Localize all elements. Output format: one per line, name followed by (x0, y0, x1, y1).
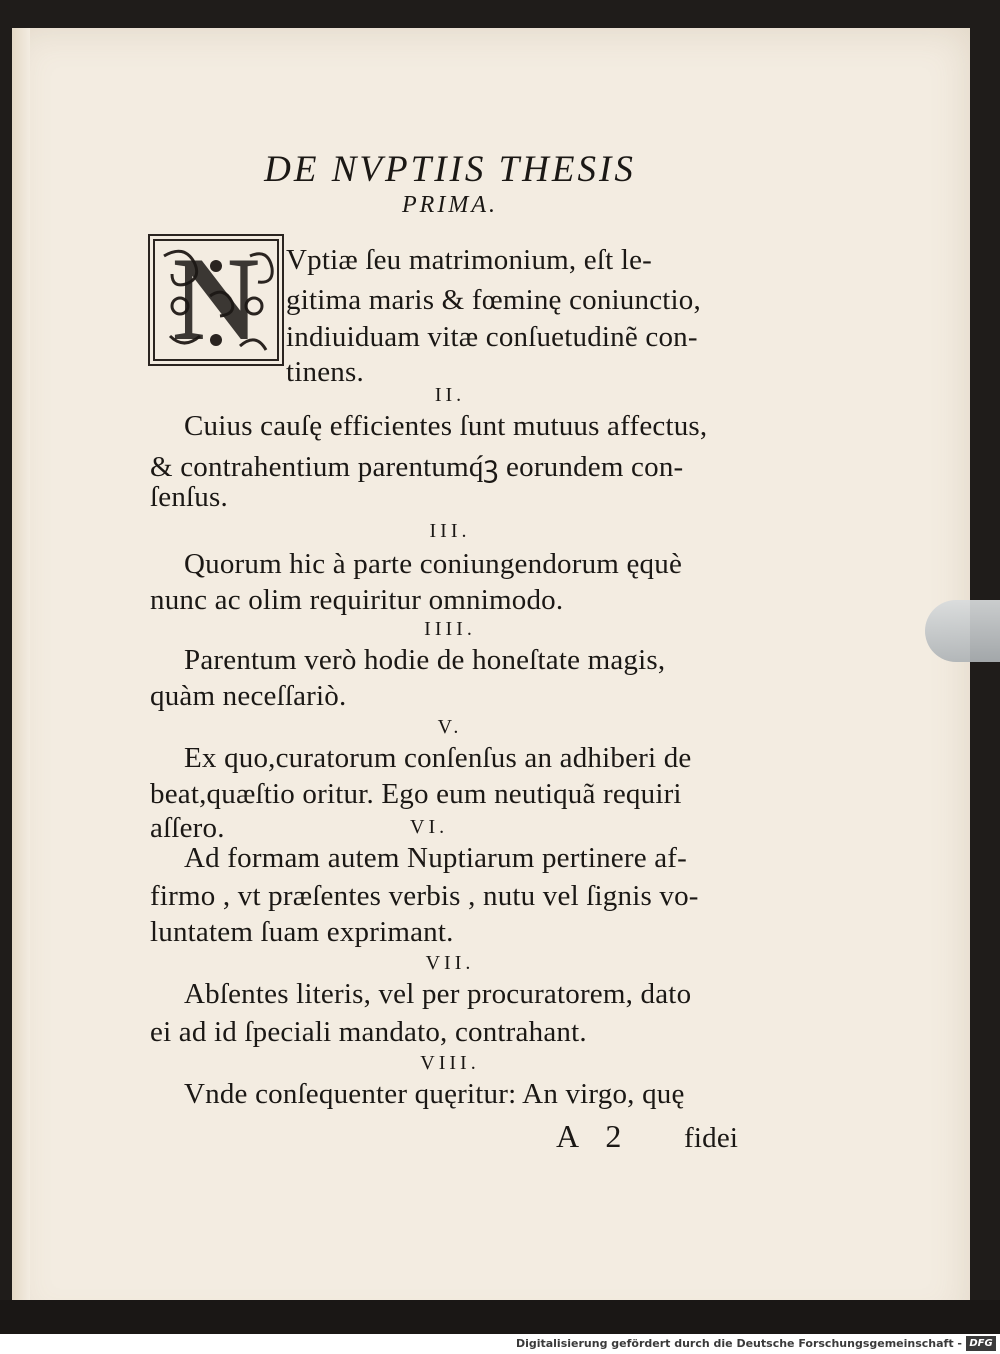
scan-bottom-border (0, 1300, 1000, 1334)
text-line: indiuiduam vitæ conſuetudinẽ con- (286, 321, 698, 353)
drop-cap-letter: N (172, 232, 260, 365)
catchword: fidei (684, 1122, 739, 1154)
thesis-number: VI. (410, 816, 449, 838)
text-line: nunc ac olim requiritur omnimodo. (150, 584, 564, 616)
page-gutter (12, 28, 30, 1328)
text-line: & contrahentium parentumq́ꝫ eorundem con- (150, 451, 684, 483)
text-line: Ad formam autem Nuptiarum pertinere af- (184, 842, 688, 874)
text-line: Vptiæ ſeu matrimonium, eſt le- (286, 244, 653, 276)
text-line: Parentum verò hodie de honeſtate magis, (184, 644, 666, 676)
signature-mark: A 2 (556, 1118, 632, 1154)
text-line: Ex quo,curatorum conſenſus an adhiberi de (184, 742, 692, 774)
text-line: ſenſus. (150, 481, 228, 513)
thesis-number: IIII. (424, 618, 476, 640)
text-line: firmo , vt præſentes verbis , nutu vel ſignis vo- (150, 880, 699, 912)
thesis-number: VIII. (420, 1052, 480, 1074)
heading-subtitle: PRIMA. (402, 192, 498, 218)
thesis-number: V. (437, 716, 463, 738)
text-line: luntatem ſuam exprimant. (150, 916, 454, 948)
text-line: Quorum hic à parte coniungendorum ęquè (184, 548, 683, 580)
footer-credit-text: Digitalisierung gefördert durch die Deutsche Forschungsgemeinschaft - (515, 1337, 962, 1350)
decorated-initial (148, 234, 284, 366)
text-line: Vnde conſequenter quęritur: An virgo, quę (184, 1078, 685, 1110)
thesis-number: II. (434, 384, 466, 406)
text-line: quàm neceſſariò. (150, 680, 347, 712)
text-line: tinens. (286, 356, 364, 388)
thesis-number: VII. (425, 952, 475, 974)
text-line: aſſero. (150, 812, 225, 844)
text-line: Abſentes literis, vel per procuratorem, dato (184, 978, 692, 1010)
text-line: ei ad id ſpeciali mandato, contrahant. (150, 1016, 587, 1048)
book-page (12, 28, 970, 1328)
thesis-number: III. (429, 520, 471, 542)
heading-title: DE NVPTIIS THESIS (264, 149, 636, 190)
text-line: beat,quæſtio oritur. Ego eum neutiquã requiri (150, 778, 682, 810)
text-line: Cuius cauſę efficientes ſunt mutuus affectus, (184, 410, 708, 442)
page-marker-tab (925, 600, 1000, 662)
text-line: gitima maris & fœminę coniunctio, (286, 284, 701, 316)
digitization-footer (0, 1334, 1000, 1354)
dfg-logo: DFG (966, 1336, 996, 1351)
